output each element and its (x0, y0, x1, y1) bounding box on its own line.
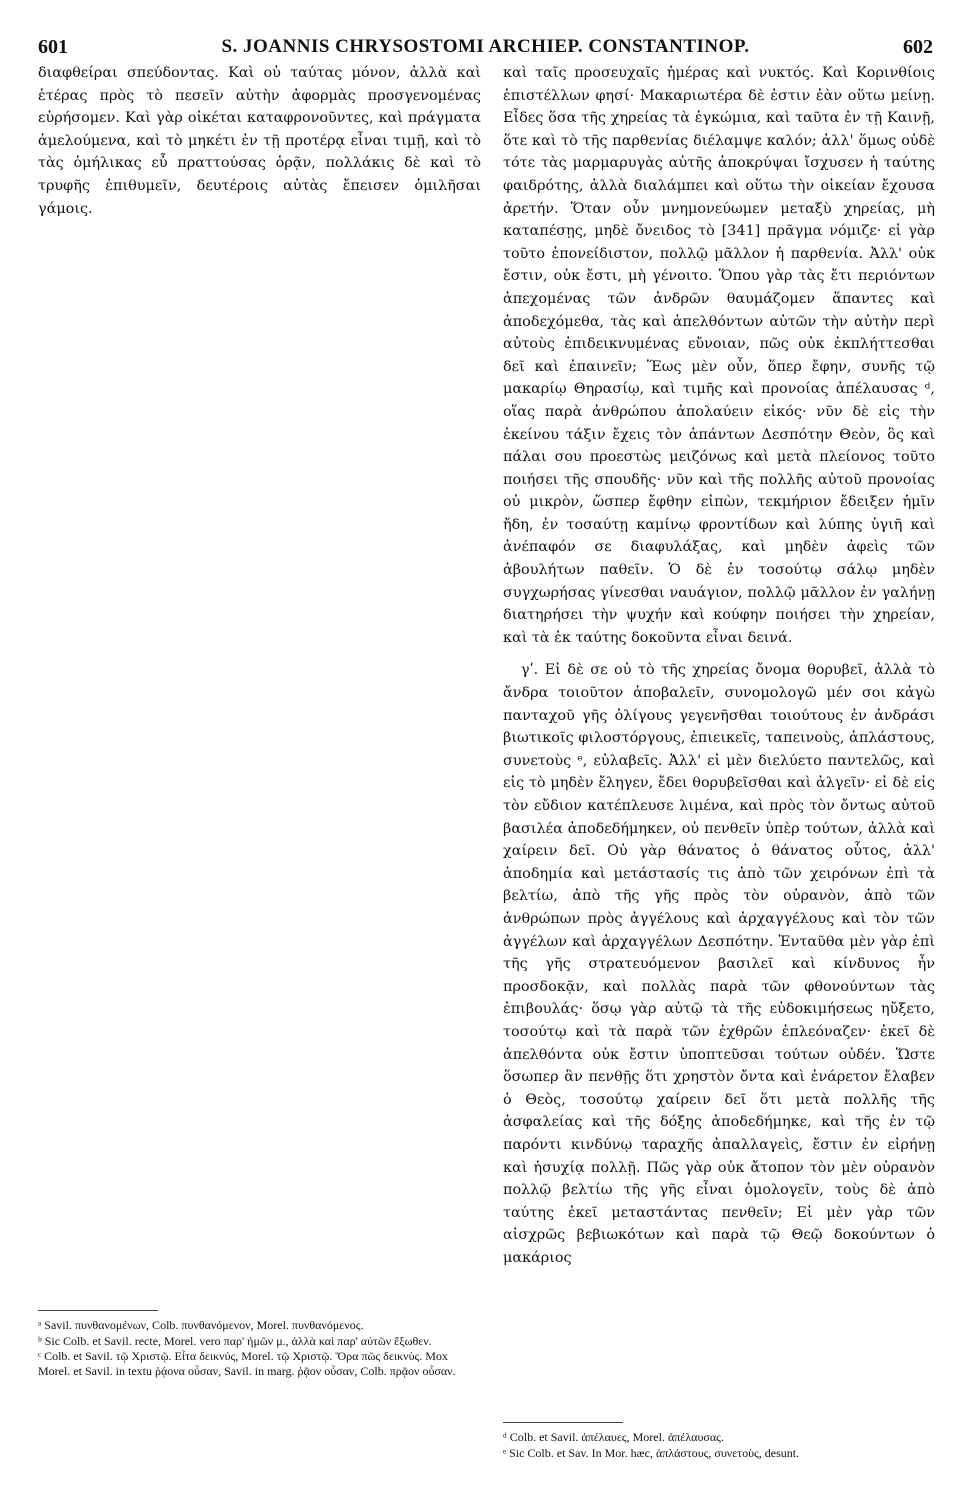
footnote-d: ᵈ Colb. et Savil. ἀπέλαυες, Morel. ἀπέλαυσας. (503, 1430, 724, 1444)
page-number-left: 601 (38, 36, 68, 58)
right-column (503, 62, 935, 1269)
left-paragraph-1: διαφθείραι σπεύδοντας. Καὶ οὐ ταύτας μόνον, ἀλλὰ καὶ ἑτέρας πρὸς τὸ πεσεῖν αὐτὴν ἀφορμὰς προσγενομένας εὑρήσομεν. Καὶ γὰρ οἰκέται καταφρονοῦντες, καὶ πράγματα ἀμελούμενα, καὶ τὸ μηκέτι ἐν τῇ προτέρᾳ εἶναι τιμῇ, καὶ τὸ τὰς ὁμήλικας εὖ πραττούσας ὁρᾷν, πολλάκις δὲ καὶ τὸ τρυφῆς ἐπιθυμεῖν, δευτέροις αὐτὰς ἔπεισεν ὁμιλῆσαι γάμοις. (38, 65, 481, 217)
page-number-right: 602 (903, 36, 933, 58)
footnote-a: ᵃ Savil. πυνθανομένων, Colb. πυνθανόμενον, Morel. πυνθανόμενος. (38, 1318, 364, 1332)
running-header (38, 36, 933, 60)
footnote-c: ᶜ Colb. et Savil. τῷ Χριστῷ. Εἶτα δεικνύς, Morel. τῷ Χριστῷ. Ὅρα πῶς δεικνὺς. Mox Morel. et Savil. in textu ῥᾴονα οὖσαν, Savil. in marg. ῥᾷον οὖσαν, Colb. πρᾷον οὖσαν. (38, 1349, 456, 1378)
running-title: S. JOANNIS CHRYSOSTOMI ARCHIEP. CONSTANTINOP. (221, 36, 750, 57)
footnote-rule-right (503, 1422, 623, 1423)
left-column (38, 62, 481, 220)
footnotes-left (38, 1318, 478, 1379)
footnote-b: ᵇ Sic Colb. et Savil. recte, Morel. vero παρ' ἡμῶν μ., ἀλλὰ καὶ παρ' αὐτῶν ἔξωθεν. (38, 1333, 432, 1348)
footnote-e: ᵉ Sic Colb. et Sav. In Mor. hæc, ἀπλάστους, συνετοὺς, desunt. (503, 1445, 800, 1460)
footnote-rule-left (38, 1310, 158, 1311)
right-paragraph-2: γʹ. Εἰ δὲ σε οὐ τὸ τῆς χηρείας ὄνομα θορυβεῖ, ἀλλὰ τὸ ἄνδρα τοιοῦτον ἀποβαλεῖν, συνομολογῶ μέν σοι κἀγὼ πανταχοῦ γῆς ὀλίγους γεγενῆσθαι τοιούτους ἐν ἀνδράσι βιωτικοῖς φιλοστόργους, ἐπιεικεῖς, ταπεινοὺς, ἀπλάστους, συνετοὺς ᵉ, εὐλαβεῖς. Ἀλλ' εἰ μὲν διελύετο παντελῶς, καὶ εἰς τὸ μηδὲν ἔληγεν, ἔδει θορυβεῖσθαι καὶ ἀλγεῖν· εἰ δὲ εἰς τὸν εὔδιον κατέπλευσε λιμένα, καὶ πρὸς τὸν ὄντως αὐτοῦ βασιλέα ἀποδεδήμηκεν, οὐ πενθεῖν ὑπὲρ τούτων, ἀλλὰ καὶ χαίρειν δεῖ. Οὐ γὰρ θάνατος ὁ θάνατος οὗτος, ἀλλ' ἀποδημία καὶ μετάστασίς τις ἀπὸ τῶν χειρόνων ἐπὶ τὰ βελτίω, ἀπὸ τῆς γῆς πρὸς τὸν οὐρανὸν, ἀπὸ τῶν ἀνθρώπων πρὸς ἀγγέλους καὶ ἀρχαγγέλους καὶ τὸν τῶν ἀγγέλων καὶ ἀρχαγγέλων Δεσπότην. Ἐνταῦθα μὲν γὰρ ἐπὶ τῆς γῆς στρατευόμενον βασιλεῖ καὶ κίνδυνος ἦν προσδοκᾷν, καὶ πολλὰς παρὰ τῶν φθονούντων τὰς ἐπιβουλάς· ὅσῳ γὰρ αὐτῷ τὰ τῆς εὐδοκιμήσεως ηὔξετο, τοσούτῳ καὶ τὰ παρὰ τῶν ἐχθρῶν ἐπλεόναζεν· ἐκεῖ δὲ ἀπελθόντα οὐκ ἔστιν ὑποπτεῦσαι τούτων οὐδέν. Ὥστε ὅσωπερ ἂν πενθῇς ὅτι χρηστὸν ὄντα καὶ ἐνάρετον ἔλαβεν ὁ Θεὸς, τοσούτῳ χαίρειν δεῖ ὅτι μετὰ πολλῆς τῆς ἀσφαλείας καὶ τῆς δόξης ἀποδεδήμηκε, καὶ τῆς ἐν τῷ παρόντι κινδύνῳ ταραχῆς ἀπαλλαγεὶς, ἔστιν ἐν εἰρήνῃ καὶ ἡσυχίᾳ πολλῇ. Πῶς γὰρ οὐκ ἄτοπον τὸν μὲν οὐρανὸν πολλῷ βελτίω τῆς γῆς εἶναι ὁμολογεῖν, τοὺς δὲ ἀπὸ ταύτης ἐκεῖ μεταστάντας πενθεῖν; Εἰ μὲν γὰρ τῶν αἰσχρῶς βεβιωκότων καὶ παρὰ τῷ Θεῷ δοκούντων ὁ μακάριος (503, 662, 935, 1266)
footnotes-right (503, 1430, 935, 1461)
right-paragraph-1: καὶ ταῖς προσευχαῖς ἡμέρας καὶ νυκτός. Καὶ Κορινθίοις ἐπιστέλλων φησί· Μακαριωτέρα δὲ ἐστιν ἐὰν οὕτω μείνῃ. Εἶδες ὅσα τῆς χηρείας τὰ ἐγκώμια, καὶ ταῦτα ἐν τῇ Καινῇ, ὅτε καὶ τὸ τῆς παρθενίας διέλαμψε καλόν; ἀλλ' ὅμως οὐδὲ τότε τὰς μαρμαρυγὰς αὐτῆς ἀποκρύψαι ἴσχυσεν ἡ ταύτης φαιδρότης, ἀλλὰ διαλάμπει καὶ οὕτω τὴν οἰκείαν ἔχουσα ἀρετήν. Ὅταν οὖν μνημονεύωμεν μεταξὺ χηρείας, μὴ καταπέσῃς, μηδὲ ὄνειδος τὸ [341] πρᾶγμα νόμιζε· εἰ γὰρ τοῦτο ἐπονείδιστον, πολλῷ μᾶλλον ἡ παρθενία. Ἀλλ' οὐκ ἔστιν, οὐκ ἔστι, μὴ γένοιτο. Ὅπου γὰρ τὰς ἔτι περιόντων ἀπεχομένας τῶν ἀνδρῶν θαυμάζομεν ἅπαντες καὶ ἀποδεχόμεθα, τὰς καὶ ἀπελθόντων αὐτῶν τὴν αὐτὴν περὶ αὐτοὺς ἐπιδεικνυμένας εὔνοιαν, πῶς οὐκ ἐκπλήττεσθαι δεῖ καὶ ἐπαινεῖν; Ἕως μὲν οὖν, ὅπερ ἔφην, συνῆς τῷ μακαρίῳ Θηρασίῳ, καὶ τιμῆς καὶ προνοίας ἀπέλαυσας ᵈ, οἵας παρὰ ἀνθρώπου ἀπολαύειν εἰκός· νῦν δὲ εἰς τὴν ἐκείνου τάξιν ἔχεις τὸν ἁπάντων Δεσπότην Θεὸν, ὃς καὶ πάλαι σου προεστὼς μειζόνως καὶ μετὰ πλείονος τοῦτο ποιήσει τῆς σπουδῆς· νῦν καὶ τῆς πολλῆς αὐτοῦ προνοίας οὐ μικρὸν, ὥσπερ ἔφθην εἰπὼν, τεκμήριον ἔδειξεν ἡμῖν ἤδη, ἐν τοσαύτῃ καμίνῳ φροντίδων καὶ λύπης ὑγιῆ καὶ ἀνέπαφόν σε διαφυλάξας, καὶ μηδὲν ἀφεὶς τῶν ἀβουλήτων παθεῖν. Ὁ δὲ ἐν τοσούτῳ σάλῳ μηδὲν συγχωρήσας γίνεσθαι ναυάγιον, πολλῷ μᾶλλον ἐν γαλήνῃ διατηρήσει τὴν ψυχήν καὶ κούφην ποιήσει τὴν χηρείαν, καὶ τὰ ἐκ ταύτης δοκοῦντα εἶναι δεινά. (503, 65, 935, 646)
